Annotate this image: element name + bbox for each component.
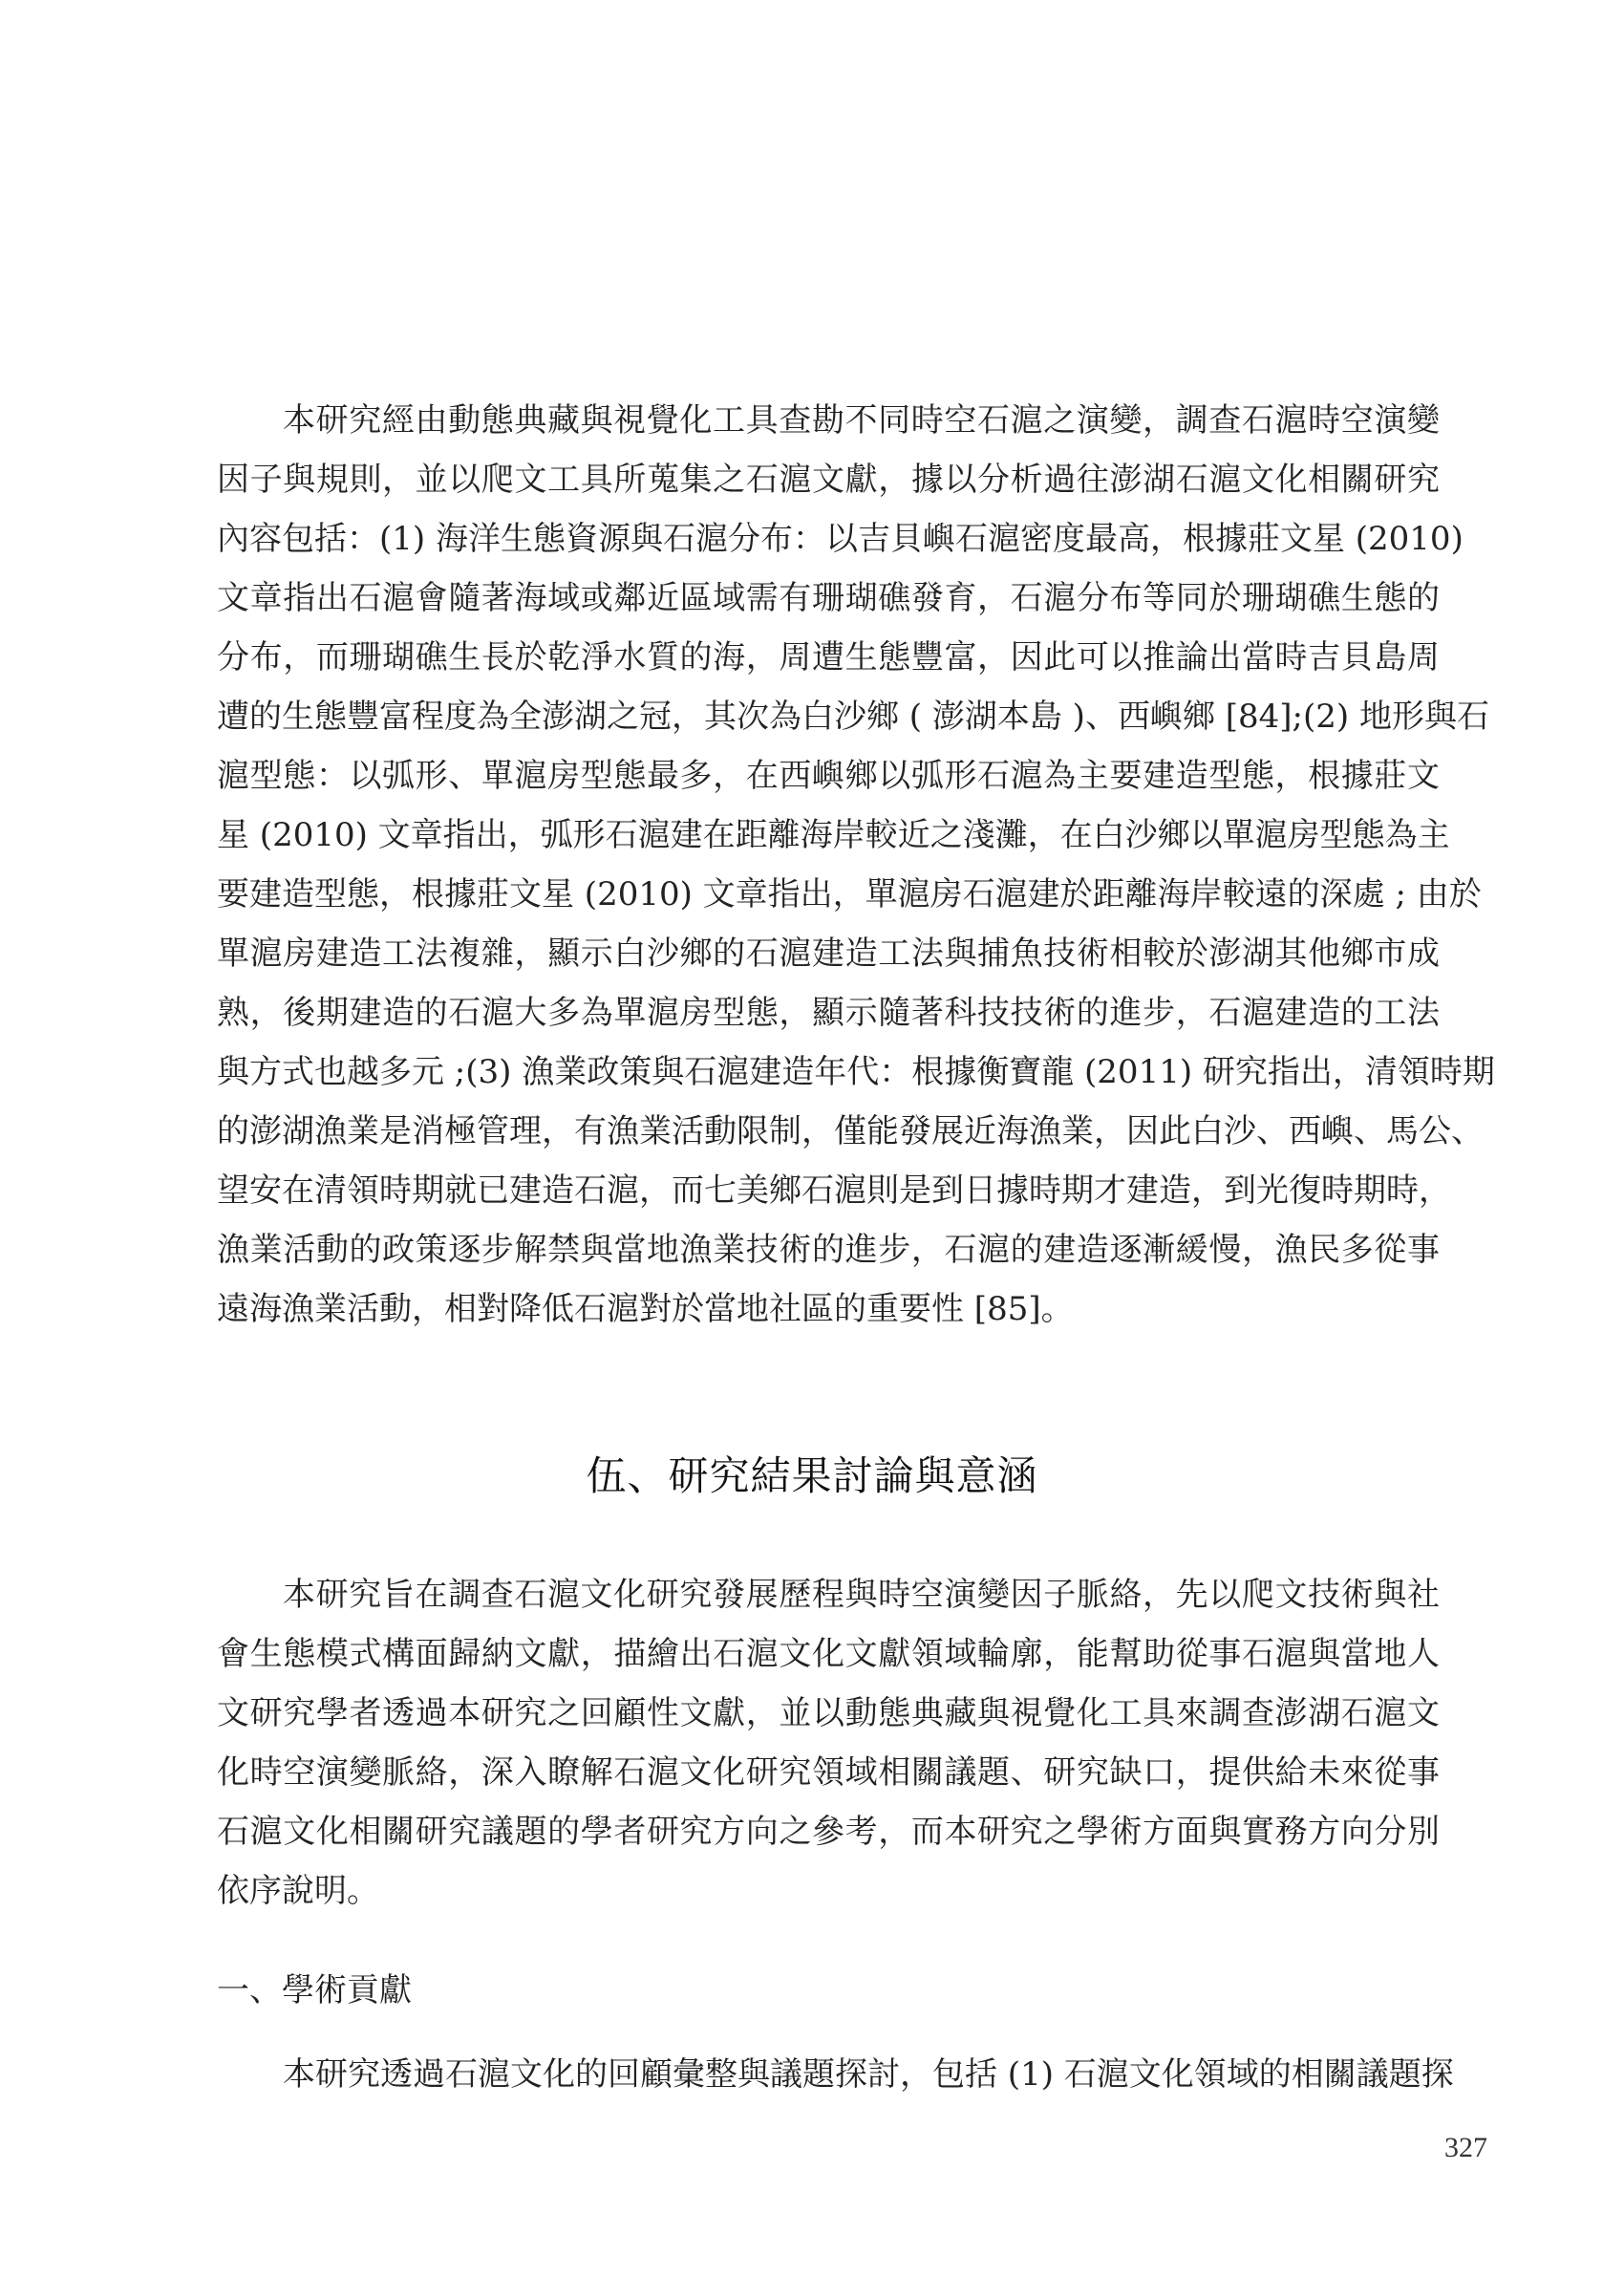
text-line: 漁業活動的政策逐步解禁與當地漁業技術的進步，石滬的建造逐漸緩慢，漁民多從事 [217, 1231, 1440, 1269]
text-line: 分布，而珊瑚礁生長於乾淨水質的海，周遭生態豐富，因此可以推論出當時吉貝島周 [217, 638, 1440, 677]
section-heading: 伍、研究結果討論與意涵 [586, 1452, 1038, 1499]
text-line: 石滬文化相關研究議題的學者研究方向之參考，而本研究之學術方面與實務方向分別 [217, 1813, 1440, 1851]
subsection-heading: 一、學術貢獻 [217, 1971, 412, 2009]
text-line: 要建造型態，根據莊文星 (2010) 文章指出，單滬房石滬建於距離海岸較遠的深處 ; 由於 [217, 875, 1482, 913]
text-line: 本研究旨在調查石滬文化研究發展歷程與時空演變因子脈絡，先以爬文技術與社 [283, 1576, 1440, 1614]
text-line: 文章指出石滬會隨著海域或鄰近區域需有珊瑚礁發育，石滬分布等同於珊瑚礁生態的 [217, 579, 1440, 617]
text-line: 遭的生態豐富程度為全澎湖之冠，其次為白沙鄉 ( 澎湖本島 )、西嶼鄉 [84];(2) 地形與石 [217, 698, 1489, 736]
text-line: 遠海漁業活動，相對降低石滬對於當地社區的重要性 [85]。 [217, 1290, 1074, 1328]
text-line: 本研究透過石滬文化的回顧彙整與議題探討，包括 (1) 石滬文化領域的相關議題探 [283, 2055, 1454, 2094]
paragraph-3 [217, 2045, 1454, 2104]
text-line: 星 (2010) 文章指出，弧形石滬建在距離海岸較近之淺灘，在白沙鄉以單滬房型態為主 [217, 816, 1450, 854]
text-line: 因子與規則，並以爬文工具所蒐集之石滬文獻，據以分析過往澎湖石滬文化相關研究 [217, 461, 1440, 499]
text-line: 本研究經由動態典藏與視覺化工具查勘不同時空石滬之演變，調查石滬時空演變 [283, 401, 1440, 440]
text-line: 的澎湖漁業是消極管理，有漁業活動限制，僅能發展近海漁業，因此白沙、西嶼、馬公、 [217, 1112, 1484, 1150]
text-line: 與方式也越多元 ;(3) 漁業政策與石滬建造年代：根據衡寶龍 (2011) 研究指出，清領時期 [217, 1053, 1495, 1091]
text-line: 化時空演變脈絡，深入瞭解石滬文化研究領域相關議題、研究缺口，提供給未來從事 [217, 1753, 1440, 1792]
text-line: 內容包括：(1) 海洋生態資源與石滬分布：以吉貝嶼石滬密度最高，根據莊文星 (2010) [217, 520, 1464, 558]
text-line: 滬型態：以弧形、單滬房型態最多，在西嶼鄉以弧形石滬為主要建造型態，根據莊文 [217, 757, 1440, 795]
text-line: 單滬房建造工法複雜，顯示白沙鄉的石滬建造工法與捕魚技術相較於澎湖其他鄉市成 [217, 935, 1440, 973]
paragraph-2 [217, 1565, 1440, 1921]
text-line: 會生態模式構面歸納文獻，描繪出石滬文化文獻領域輪廓，能幫助從事石滬與當地人 [217, 1635, 1440, 1673]
text-line: 望安在清領時期就已建造石滬，而七美鄉石滬則是到日據時期才建造，到光復時期時， [217, 1171, 1451, 1210]
text-line: 文研究學者透過本研究之回顧性文獻，並以動態典藏與視覺化工具來調查澎湖石滬文 [217, 1694, 1440, 1732]
text-line: 熟，後期建造的石滬大多為單滬房型態，顯示隨著科技技術的進步，石滬建造的工法 [217, 994, 1440, 1032]
text-line: 依序說明。 [217, 1872, 379, 1910]
paragraph-1 [217, 391, 1495, 1339]
page-number: 327 [1444, 2132, 1487, 2163]
